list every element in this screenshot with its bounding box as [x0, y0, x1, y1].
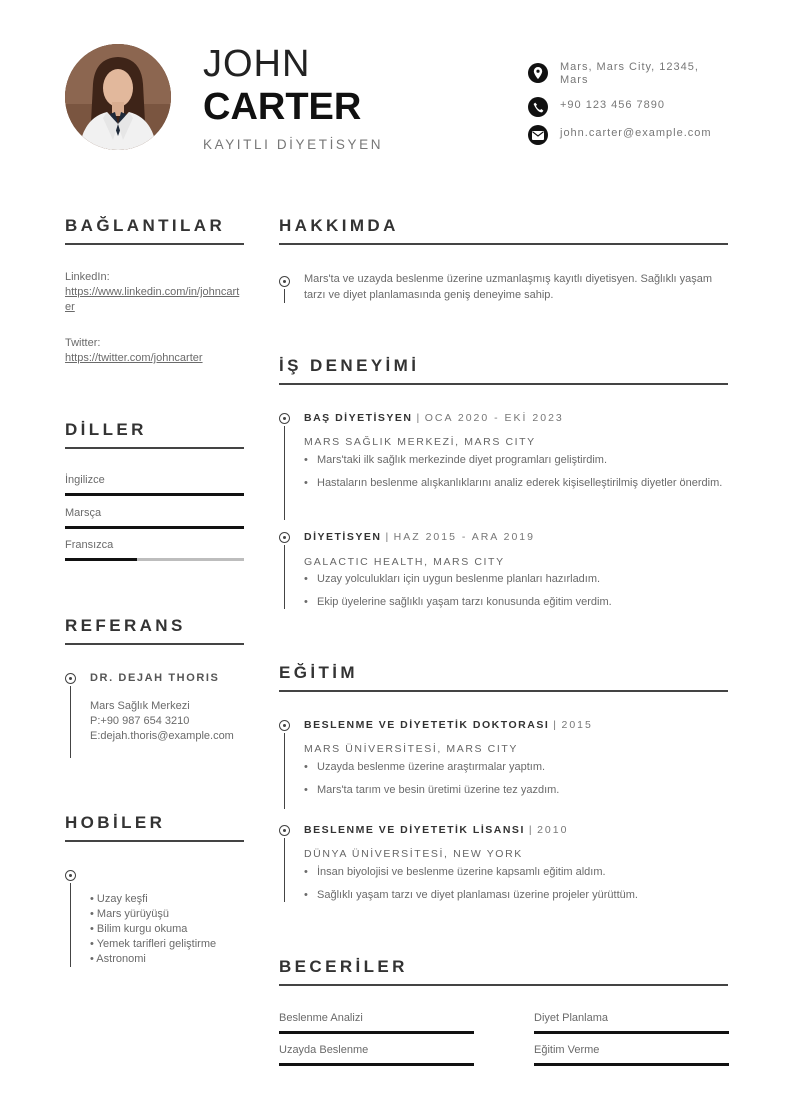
degree-year: 2010 — [537, 824, 569, 836]
bullet-text: Mars'ta tarım ve besin üretimi üzerine tez yazdım. — [317, 784, 560, 796]
timeline-dot-icon — [279, 276, 290, 287]
bullet-marker: • — [304, 866, 308, 878]
contact-email — [528, 125, 728, 145]
job-organization: MARS SAĞLIK MERKEZİ, MARS CITY — [304, 436, 536, 448]
skill-item — [279, 1044, 474, 1066]
timeline-line — [284, 289, 285, 303]
language-level-bar — [65, 526, 244, 529]
bullet-text: Sağlıklı yaşam tarzı ve diyet planlaması üzerine projeler yürüttüm. — [317, 889, 638, 901]
education-heading-row — [304, 719, 593, 731]
bullet-text: Uzayda beslenme üzerine araştırmalar yaptım. — [317, 761, 546, 773]
timeline-line — [284, 733, 285, 809]
skills-section — [279, 957, 728, 986]
bullet-text: İnsan biyolojisi ve beslenme üzerine kapsamlı eğitim aldım. — [317, 866, 606, 878]
profile-photo — [65, 44, 171, 150]
skill-name: Beslenme Analizi — [279, 1012, 363, 1024]
bullet-text: Uzay yolculukları için uygun beslenme planları hazırladım. — [317, 573, 601, 585]
about-heading: HAKKIMDA — [279, 216, 399, 235]
timeline-line — [284, 838, 285, 902]
hobbies-list — [90, 892, 216, 967]
linkedin-link[interactable]: https://www.linkedin.com/in/johncarter — [65, 286, 240, 313]
timeline-line — [284, 426, 285, 520]
skill-bar — [534, 1031, 729, 1034]
linkedin-label: LinkedIn: — [65, 271, 110, 283]
job-title: BAŞ DİYETİSYEN — [304, 412, 413, 424]
timeline-dot-icon — [279, 720, 290, 731]
hobbies-section — [65, 813, 244, 842]
language-level-fill — [65, 558, 137, 561]
skill-name: Diyet Planlama — [534, 1012, 608, 1024]
timeline-line — [70, 883, 71, 967]
skill-item — [534, 1012, 729, 1034]
bullet-item — [304, 475, 728, 491]
language-level-fill — [65, 493, 244, 496]
divider — [65, 243, 244, 245]
reference-phone: P:+90 987 654 3210 — [90, 715, 190, 727]
contact-address — [528, 63, 728, 87]
languages-heading: DİLLER — [65, 420, 147, 439]
bullet-marker: • — [304, 477, 308, 489]
timeline-dot-icon — [65, 673, 76, 684]
phone-text: +90 123 456 7890 — [560, 99, 666, 111]
language-level-fill — [65, 526, 244, 529]
twitter-label: Twitter: — [65, 337, 101, 349]
bullet-marker: • — [304, 889, 308, 901]
location-icon — [528, 63, 548, 83]
language-level-bar — [65, 558, 244, 561]
hobby-item: • Astronomi — [90, 953, 146, 965]
language-item — [65, 474, 244, 496]
school-name: DÜNYA ÜNİVERSİTESİ, NEW YORK — [304, 848, 523, 860]
job-dates: OCA 2020 - EKİ 2023 — [424, 412, 564, 424]
job-heading — [304, 412, 564, 424]
bullet-item — [304, 782, 728, 798]
timeline-line — [70, 686, 71, 758]
job-dates: HAZ 2015 - ARA 2019 — [393, 531, 535, 543]
divider — [65, 643, 244, 645]
languages-section — [65, 420, 244, 449]
job-heading — [304, 531, 535, 543]
hobbies-heading: HOBİLER — [65, 813, 166, 832]
reference-heading: REFERANS — [65, 616, 186, 635]
job-title: DİYETİSYEN — [304, 531, 382, 543]
job-organization: GALACTIC HEALTH, MARS CITY — [304, 556, 505, 568]
hobby-item: • Uzay keşfi — [90, 893, 148, 905]
bullet-marker: • — [304, 761, 308, 773]
bullet-marker: • — [304, 596, 308, 608]
language-name: İngilizce — [65, 474, 105, 486]
hobby-item: • Bilim kurgu okuma — [90, 923, 188, 935]
reference-email[interactable]: E:dejah.thoris@example.com — [90, 730, 234, 742]
bullet-marker: • — [304, 454, 308, 466]
separator: | — [553, 719, 558, 731]
bullet-text: Mars'taki ilk sağlık merkezinde diyet programları geliştirdim. — [317, 454, 608, 466]
skill-item — [534, 1044, 729, 1066]
reference-details — [90, 699, 240, 744]
bullet-item — [304, 887, 728, 903]
divider — [65, 447, 244, 449]
language-item — [65, 507, 244, 529]
reference-name: DR. DEJAH THORIS — [90, 672, 220, 684]
divider — [65, 840, 244, 842]
timeline-dot-icon — [279, 825, 290, 836]
bullet-item — [304, 571, 728, 587]
divider — [279, 984, 728, 986]
school-name: MARS ÜNİVERSİTESİ, MARS CITY — [304, 743, 518, 755]
timeline-dot-icon — [279, 532, 290, 543]
reference-section — [65, 616, 244, 645]
address-text: Mars, Mars City, 12345, Mars — [560, 61, 699, 86]
connections-section — [65, 216, 244, 245]
education-section — [279, 663, 728, 692]
twitter-link[interactable]: https://twitter.com/johncarter — [65, 352, 203, 364]
skill-name: Uzayda Beslenme — [279, 1044, 369, 1056]
degree-year: 2015 — [561, 719, 593, 731]
bullet-item — [304, 594, 728, 610]
timeline-dot-icon — [279, 413, 290, 424]
bullet-marker: • — [304, 784, 308, 796]
about-text: Mars'ta ve uzayda beslenme üzerine uzmanlaşmış kayıtlı diyetisyen. Sağlıklı yaşam tarzı ve diyet planlamasında geniş deneyime sahip. — [304, 273, 713, 301]
skill-bar — [279, 1063, 474, 1066]
hobby-item: • Yemek tarifleri geliştirme — [90, 938, 217, 950]
skill-item — [279, 1012, 474, 1034]
connections-heading: BAĞLANTILAR — [65, 216, 226, 235]
timeline-line — [284, 545, 285, 609]
degree-title: BESLENME VE DİYETETİK DOKTORASI — [304, 719, 550, 731]
separator: | — [416, 412, 421, 424]
skills-heading: BECERİLER — [279, 957, 408, 976]
email-icon — [528, 125, 548, 145]
phone-icon — [528, 97, 548, 117]
language-item — [65, 539, 244, 561]
bullet-item — [304, 452, 728, 468]
bullet-marker: • — [304, 573, 308, 585]
experience-heading: İŞ DENEYİMİ — [279, 356, 420, 375]
experience-section — [279, 356, 728, 385]
education-heading-row — [304, 824, 568, 836]
hobby-item: • Mars yürüyüşü — [90, 908, 170, 920]
divider — [279, 383, 728, 385]
email-text[interactable]: john.carter@example.com — [560, 127, 712, 139]
skill-bar — [534, 1063, 729, 1066]
timeline-dot-icon — [65, 870, 76, 881]
bullet-item — [304, 864, 728, 880]
first-name: JOHN — [203, 43, 311, 85]
bullet-item — [304, 759, 728, 775]
bullet-text: Ekip üyelerine sağlıklı yaşam tarzı konusunda eğitim verdim. — [317, 596, 612, 608]
about-section — [279, 216, 728, 245]
last-name: CARTER — [203, 86, 362, 128]
bullet-text: Hastaların beslenme alışkanlıklarını analiz ederek kişiselleştirilmiş diyetler önerdim. — [317, 477, 723, 489]
degree-title: BESLENME VE DİYETETİK LİSANSI — [304, 824, 525, 836]
skill-name: Eğitim Verme — [534, 1044, 600, 1056]
job-title: KAYITLI DİYETİSYEN — [203, 137, 384, 152]
language-name: Marsça — [65, 507, 102, 519]
divider — [279, 243, 728, 245]
separator: | — [385, 531, 390, 543]
reference-org: Mars Sağlık Merkezi — [90, 700, 190, 712]
education-heading: EĞİTİM — [279, 663, 358, 682]
skill-bar — [279, 1031, 474, 1034]
language-level-bar — [65, 493, 244, 496]
separator: | — [528, 824, 534, 836]
divider — [279, 690, 728, 692]
contact-phone — [528, 97, 728, 117]
language-name: Fransızca — [65, 539, 114, 551]
